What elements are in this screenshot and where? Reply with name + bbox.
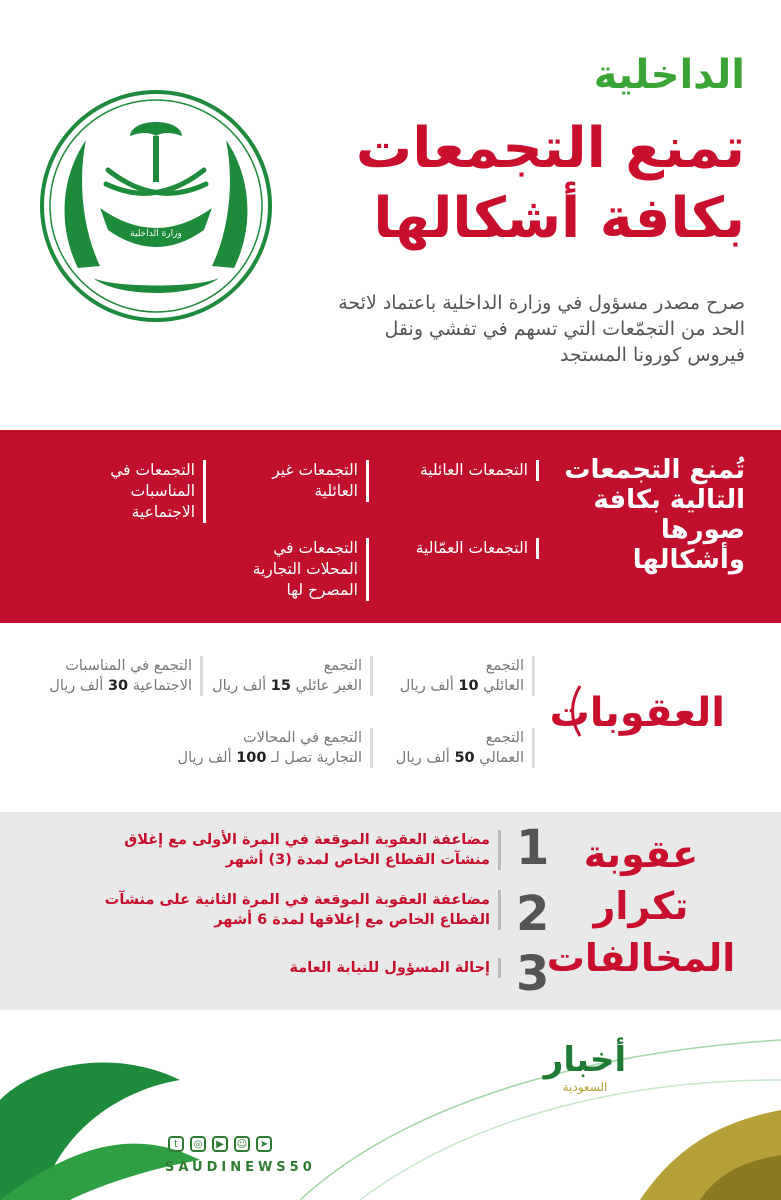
penalty-item: [400, 656, 535, 696]
penalty-label: التجمع: [485, 658, 524, 674]
penalty-desc: العمالي: [474, 750, 524, 766]
penalty-label: التجمع: [323, 658, 362, 674]
penalty-label: التجمع: [485, 730, 524, 746]
kicker-title: الداخلية: [593, 52, 745, 98]
penalty-unit: ألف ريال: [399, 678, 459, 694]
penalty-desc: التجارية تصل لـ: [266, 750, 362, 766]
snapchat-icon[interactable]: ☺: [234, 1136, 250, 1152]
telegram-icon[interactable]: ➤: [256, 1136, 272, 1152]
penalty-item: [212, 656, 373, 696]
social-handle: SAUDINEWS50: [165, 1160, 316, 1175]
repeat-penalty-heading: عقوبة تكرار المخالفات: [546, 832, 736, 980]
penalty-amount: 10: [458, 678, 479, 694]
penalty-item: [396, 728, 535, 768]
repeat-item: مضاعفة العقوبة الموقعة في المرة الأولى مع إغلاق منشآت القطاع الخاص لمدة (3) أشهر: [70, 830, 501, 870]
penalty-item: [49, 656, 203, 696]
step-number: 1: [516, 820, 550, 876]
intro-paragraph: صرح مصدر مسؤول في وزارة الداخلية باعتماد لائحة الحد من التجمّعات التي تسهم في تفشي ونقل فيروس كورونا المستجد: [338, 292, 745, 366]
social-icons-row: [168, 1136, 272, 1152]
ban-item: التجمعات في المحلات التجارية المصرح لها: [238, 538, 369, 601]
repeat-item: مضاعفة العقوبة الموقعة في المرة الثانية على منشآت القطاع الخاص مع إغلاقها لمدة 6 أشهر: [70, 890, 501, 930]
ban-item: التجمعات العائلية: [408, 460, 539, 481]
penalty-amount: 50: [454, 750, 475, 766]
penalty-amount: 15: [270, 678, 291, 694]
penalty-amount: 100: [236, 750, 267, 766]
step-number: 2: [516, 886, 550, 942]
penalty-desc: الاجتماعية: [128, 678, 192, 694]
penalty-label: التجمع في المحالات: [242, 730, 362, 746]
penalty-item: [178, 728, 373, 768]
penalty-desc: الغير عائلي: [290, 678, 362, 694]
penalty-unit: ألف ريال: [212, 678, 271, 694]
main-title-line2: بكافة أشكالها: [373, 186, 745, 251]
penalty-label: التجمع في المناسبات: [65, 658, 192, 674]
ministry-emblem: [38, 88, 274, 324]
emblem-ribbon-text: وزارة الداخلية: [130, 229, 182, 239]
penalty-unit: ألف ريال: [395, 750, 455, 766]
saudi-news-logo: [530, 1040, 640, 1120]
logo-text: أخبار: [543, 1040, 627, 1080]
ban-item: التجمعات في المناسبات الاجتماعية: [65, 460, 206, 523]
repeat-item: إحالة المسؤول للنيابة العامة: [70, 958, 501, 978]
ban-heading: تُمنع التجمعات التالية بكافة صورها وأشكالها: [564, 455, 745, 575]
main-title-line1: تمنع التجمعات: [355, 116, 745, 181]
ban-item: التجمعات غير العائلية: [248, 460, 369, 502]
penalties-heading: العقوبات: [549, 690, 725, 736]
step-number: 3: [516, 946, 550, 1002]
penalty-unit: ألف ريال: [49, 678, 108, 694]
penalty-amount: 30: [107, 678, 129, 694]
penalty-desc: العائلي: [478, 678, 524, 694]
penalty-unit: ألف ريال: [177, 750, 237, 766]
youtube-icon[interactable]: ▶: [212, 1136, 228, 1152]
instagram-icon[interactable]: ◎: [190, 1136, 206, 1152]
logo-subtext: السعودية: [562, 1080, 608, 1094]
ban-item: التجمعات العمّالية: [408, 538, 539, 559]
footer-wave-decoration: [0, 1020, 781, 1200]
twitter-icon[interactable]: t: [168, 1136, 184, 1152]
